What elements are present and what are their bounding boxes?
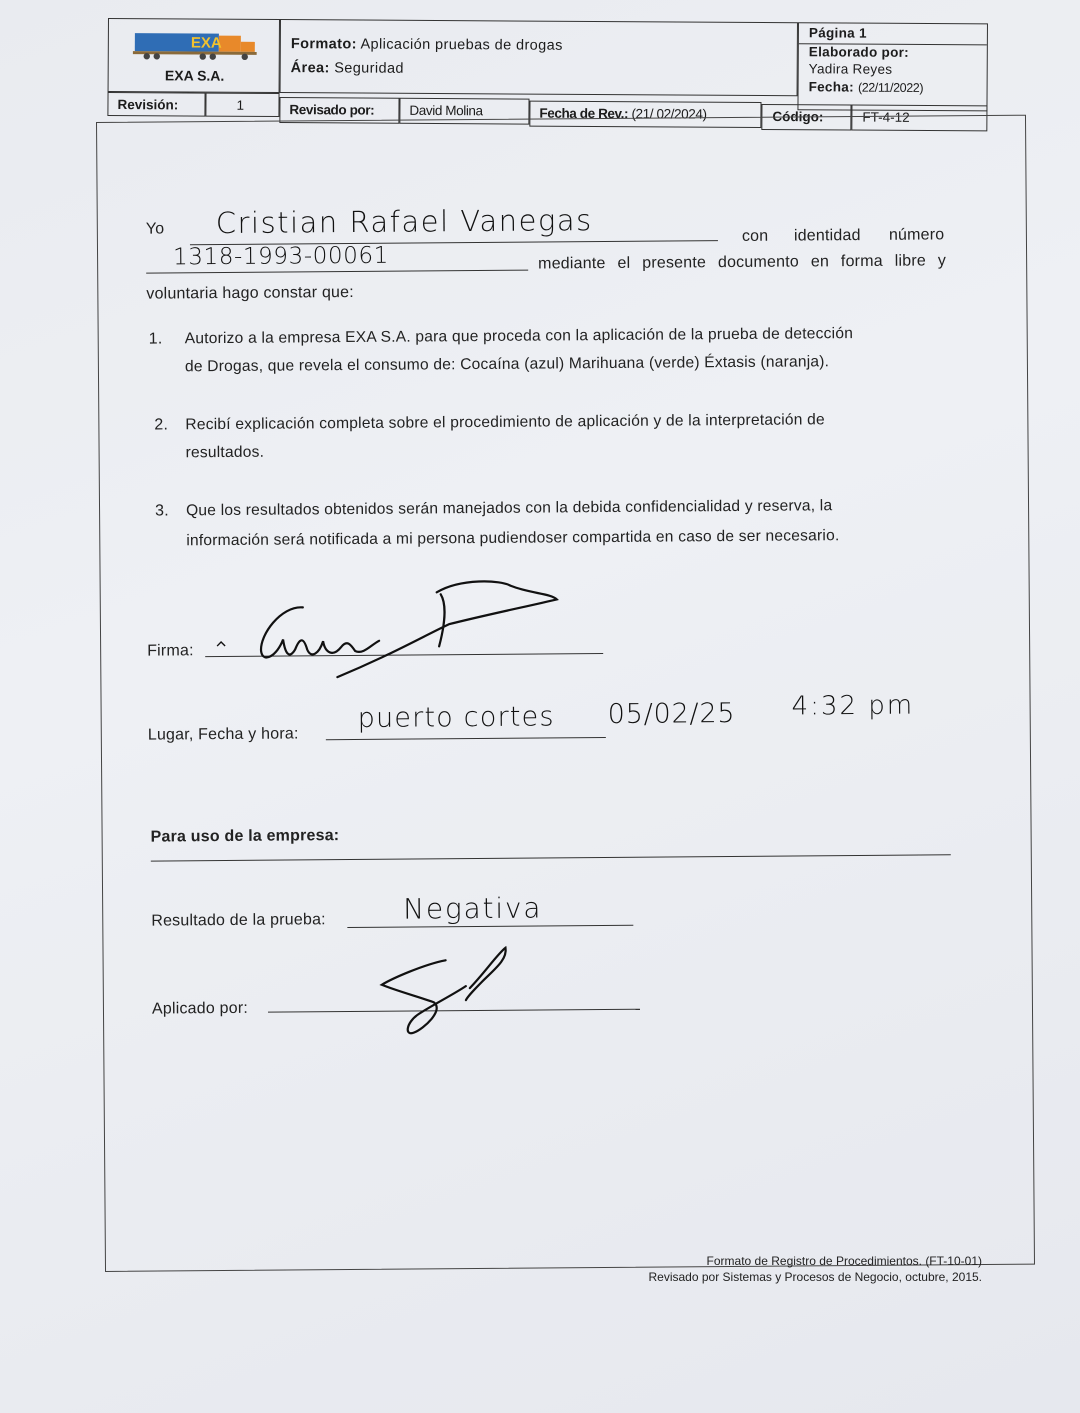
formato-line bbox=[291, 36, 563, 54]
elaborado-label: Elaborado por: bbox=[808, 44, 910, 60]
logo-cell bbox=[108, 18, 280, 93]
area-line bbox=[291, 60, 404, 77]
uso-empresa-rule bbox=[151, 854, 951, 861]
uso-empresa-heading: Para uso de la empresa: bbox=[150, 827, 340, 846]
formato-value: Aplicación pruebas de drogas bbox=[360, 36, 563, 54]
item-1-line-2: de Drogas, que revela el consumo de: Cocaína (azul) Marihuana (verde) Éxtasis (naranja). bbox=[184, 353, 830, 376]
item-3-line-2: información será notificada a mi persona pudiendoser compartida en caso de ser necesario. bbox=[186, 527, 840, 550]
revisado-label: Revisado por: bbox=[289, 102, 375, 118]
revisado-value: David Molina bbox=[409, 102, 483, 119]
handwritten-place: puerto cortes bbox=[357, 701, 555, 734]
item-2-line-1: Recibí explicación completa sobre el procedimiento de aplicación y de la interpretación de bbox=[185, 411, 825, 434]
numero-word: número bbox=[888, 226, 945, 244]
fecha-label: Fecha: bbox=[808, 79, 854, 95]
exa-truck-logo bbox=[133, 27, 257, 64]
revision-value: 1 bbox=[236, 97, 245, 113]
word: el bbox=[617, 254, 631, 272]
handwritten-id-number: 1318-1993-00061 bbox=[172, 242, 390, 271]
word: y bbox=[937, 252, 947, 270]
word: libre bbox=[894, 252, 926, 270]
mediante-line bbox=[538, 252, 946, 273]
item-number: 1. bbox=[148, 330, 163, 348]
revision-label-cell bbox=[107, 92, 205, 117]
codigo-label: Código: bbox=[772, 109, 824, 125]
revision-label: Revisión: bbox=[117, 97, 179, 113]
fecha-line bbox=[809, 79, 924, 95]
identidad-word: identidad bbox=[793, 226, 861, 245]
handwritten-time: 4:32 pm bbox=[791, 690, 915, 722]
title-cell bbox=[280, 19, 798, 96]
meta-cell bbox=[797, 22, 988, 111]
handwritten-name: Cristian Rafael Vanegas bbox=[215, 203, 593, 241]
lugar-line bbox=[326, 737, 606, 740]
codigo-value: FT-4-12 bbox=[862, 109, 910, 125]
company-name: EXA S.A. bbox=[164, 67, 225, 84]
word: en bbox=[810, 253, 830, 271]
item-1-line-1: Autorizo a la empresa EXA S.A. para que proceda con la aplicación de la prueba de detección bbox=[184, 325, 854, 348]
fecha-rev-label: Fecha de Rev.: bbox=[539, 105, 629, 122]
word: mediante bbox=[538, 255, 606, 273]
voluntaria-line: voluntaria hago constar que: bbox=[146, 283, 354, 303]
handwritten-initials-signature bbox=[373, 940, 524, 1041]
area-label: Área: bbox=[290, 60, 330, 77]
revision-value-cell bbox=[205, 93, 279, 117]
resultado-label: Resultado de la prueba: bbox=[151, 911, 326, 930]
word: documento bbox=[717, 253, 799, 272]
logo-text: EXA bbox=[190, 34, 222, 52]
page-number: Página 1 bbox=[808, 25, 867, 41]
word: forma bbox=[840, 252, 883, 271]
aplicado-label: Aplicado por: bbox=[151, 999, 249, 1018]
handwritten-result: Negativa bbox=[403, 891, 543, 926]
item-2-line-2: resultados. bbox=[185, 443, 265, 462]
item-number: 3. bbox=[154, 502, 169, 520]
id-line bbox=[146, 270, 528, 274]
con-word: con bbox=[741, 227, 769, 245]
firma-label: Firma: bbox=[147, 642, 194, 660]
fecha-rev-value: (21/ 02/2024) bbox=[631, 106, 707, 122]
handwritten-signature bbox=[210, 563, 571, 686]
formato-label: Formato: bbox=[290, 36, 357, 53]
lugar-label: Lugar, Fecha y hora: bbox=[147, 725, 299, 744]
word: presente bbox=[642, 254, 707, 272]
footer-line-2: Revisado por Sistemas y Procesos de Negocio, octubre, 2015. bbox=[648, 1270, 982, 1284]
fecha-value: (22/11/2022) bbox=[857, 80, 924, 95]
elaborado-value: Yadira Reyes bbox=[808, 61, 893, 77]
resultado-line bbox=[347, 925, 633, 928]
form-body-frame bbox=[96, 115, 1035, 1272]
handwritten-date: 05/02/25 bbox=[607, 697, 736, 730]
yo-label: Yo bbox=[145, 220, 165, 238]
footer-line-1: Formato de Registro de Procedimientos. (FT-10-01) bbox=[706, 1254, 982, 1268]
area-value: Seguridad bbox=[334, 60, 404, 77]
item-number: 2. bbox=[154, 416, 169, 434]
item-3-line-1: Que los resultados obtenidos serán manejados con la debida confidencialidad y reserva, la bbox=[185, 497, 833, 520]
